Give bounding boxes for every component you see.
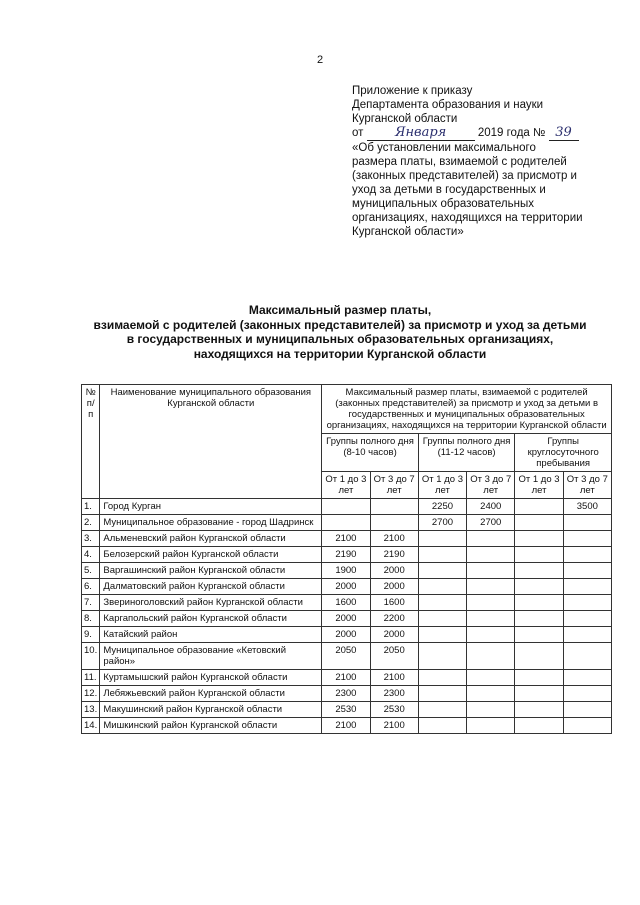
fee-value: 2000 <box>370 627 418 643</box>
fee-value <box>515 686 563 702</box>
row-number: 1. <box>82 499 100 515</box>
subject-line: Курганской области» <box>352 226 464 238</box>
header-age: От 3 до 7 лет <box>467 472 515 499</box>
fee-value <box>515 531 563 547</box>
fee-value: 2700 <box>418 515 466 531</box>
row-number: 8. <box>82 611 100 627</box>
municipality-name: Муниципальное образование «Кетовский район» <box>100 643 322 670</box>
subject-line: уход за детьми в государственных и <box>352 184 546 196</box>
header-age: От 1 до 3 лет <box>515 472 563 499</box>
municipality-name: Мишкинский район Курганской области <box>100 718 322 734</box>
fee-value: 2250 <box>418 499 466 515</box>
fee-value: 2100 <box>370 531 418 547</box>
fee-value <box>467 547 515 563</box>
fee-value <box>467 611 515 627</box>
fee-value <box>467 718 515 734</box>
fee-value: 1900 <box>322 563 370 579</box>
fee-value <box>563 627 611 643</box>
row-number: 3. <box>82 531 100 547</box>
municipality-name: Белозерский район Курганской области <box>100 547 322 563</box>
row-number: 10. <box>82 643 100 670</box>
fee-value <box>563 686 611 702</box>
handwritten-order-number: 39 <box>549 126 579 141</box>
municipality-name: Далматовский район Курганской области <box>100 579 322 595</box>
fee-value <box>322 499 370 515</box>
municipality-name: Каргапольский район Курганской области <box>100 611 322 627</box>
fee-value <box>515 499 563 515</box>
municipality-name: Звериноголовский район Курганской области <box>100 595 322 611</box>
municipality-name: Город Курган <box>100 499 322 515</box>
fee-value <box>467 702 515 718</box>
fee-value <box>418 595 466 611</box>
table-row <box>82 627 612 643</box>
municipality-name: Альменевский район Курганской области <box>100 531 322 547</box>
fee-value: 1600 <box>370 595 418 611</box>
fee-value: 2000 <box>370 579 418 595</box>
fee-value: 1600 <box>322 595 370 611</box>
fee-value <box>515 579 563 595</box>
table-row <box>82 515 612 531</box>
fee-value <box>563 643 611 670</box>
title-line: Максимальный размер платы, <box>248 303 432 317</box>
appendix-subject <box>352 141 624 239</box>
municipality-name: Макушинский район Курганской области <box>100 702 322 718</box>
fee-value <box>515 670 563 686</box>
fee-value <box>563 718 611 734</box>
table-row <box>82 718 612 734</box>
header-age: От 1 до 3 лет <box>322 472 370 499</box>
fee-value <box>563 595 611 611</box>
fee-value <box>467 686 515 702</box>
fee-value <box>418 547 466 563</box>
table-row <box>82 686 612 702</box>
handwritten-date: Января <box>367 126 475 141</box>
fee-value: 2400 <box>467 499 515 515</box>
fee-value <box>418 702 466 718</box>
subject-line: муниципальных образовательных <box>352 198 534 210</box>
fee-value <box>515 611 563 627</box>
fee-value: 3500 <box>563 499 611 515</box>
fee-value: 2700 <box>467 515 515 531</box>
fee-value <box>515 643 563 670</box>
fee-value: 2190 <box>370 547 418 563</box>
header-municipality: Наименование муниципального образования Курганской области <box>100 385 322 499</box>
subject-line: организациях, находящихся на территории <box>352 212 583 224</box>
title-line: взимаемой с родителей (законных представителей) за присмотр и уход за детьми <box>93 317 587 332</box>
row-number: 14. <box>82 718 100 734</box>
row-number: 12. <box>82 686 100 702</box>
title-line: в государственных и муниципальных образовательных организациях, <box>126 332 554 346</box>
row-number: 9. <box>82 627 100 643</box>
fee-value <box>467 563 515 579</box>
municipality-name: Муниципальное образование - город Шадринск <box>100 515 322 531</box>
table-row <box>82 643 612 670</box>
header-max-fee: Максимальный размер платы, взимаемой с родителей (законных представителей) за присмотр и уход за детьми в государственных и муниципальных образовательных организациях, находящихся на территории Курганской области <box>322 385 612 434</box>
fee-value <box>515 547 563 563</box>
fee-value: 2300 <box>370 686 418 702</box>
fee-value <box>418 563 466 579</box>
fee-value <box>418 531 466 547</box>
fee-value <box>418 670 466 686</box>
fee-value <box>418 686 466 702</box>
fee-table <box>81 384 612 734</box>
date-prefix: от <box>352 127 364 139</box>
fee-value: 2000 <box>370 563 418 579</box>
header-group-full-day-11-12: Группы полного дня (11-12 часов) <box>418 434 515 472</box>
title-line: находящихся на территории Курганской области <box>193 346 487 361</box>
fee-value <box>467 670 515 686</box>
subject-line: (законных представителей) за присмотр и <box>352 170 577 182</box>
fee-value: 2100 <box>322 718 370 734</box>
fee-value <box>563 579 611 595</box>
row-number: 5. <box>82 563 100 579</box>
municipality-name: Варгашинский район Курганской области <box>100 563 322 579</box>
fee-value: 2530 <box>322 702 370 718</box>
header-group-24h: Группы круглосуточного пребывания <box>515 434 612 472</box>
fee-value <box>563 702 611 718</box>
table-row <box>82 579 612 595</box>
table-row <box>82 531 612 547</box>
table-body <box>82 499 612 734</box>
fee-value <box>515 627 563 643</box>
fee-value: 2100 <box>370 670 418 686</box>
table-row <box>82 595 612 611</box>
header-group-full-day-8-10: Группы полного дня (8-10 часов) <box>322 434 419 472</box>
municipality-name: Катайский район <box>100 627 322 643</box>
fee-value <box>563 611 611 627</box>
header-age: От 3 до 7 лет <box>370 472 418 499</box>
municipality-name: Куртамышский район Курганской области <box>100 670 322 686</box>
subject-line: «Об установлении максимального <box>352 142 536 154</box>
row-number: 6. <box>82 579 100 595</box>
fee-value: 2530 <box>370 702 418 718</box>
header-number: № п/п <box>82 385 100 499</box>
row-number: 13. <box>82 702 100 718</box>
row-number: 4. <box>82 547 100 563</box>
fee-value: 2100 <box>322 531 370 547</box>
fee-value: 2200 <box>370 611 418 627</box>
fee-value: 2190 <box>322 547 370 563</box>
row-number: 11. <box>82 670 100 686</box>
page-number: 2 <box>316 54 324 66</box>
fee-value <box>418 627 466 643</box>
fee-value <box>515 718 563 734</box>
appendix-line: Приложение к приказу <box>352 85 473 97</box>
header-age: От 1 до 3 лет <box>418 472 466 499</box>
header-age: От 3 до 7 лет <box>563 472 611 499</box>
fee-value: 2300 <box>322 686 370 702</box>
fee-value: 2000 <box>322 627 370 643</box>
row-number: 7. <box>82 595 100 611</box>
fee-value: 2100 <box>370 718 418 734</box>
fee-value <box>515 515 563 531</box>
fee-value <box>467 531 515 547</box>
municipality-name: Лебяжьевский район Курганской области <box>100 686 322 702</box>
fee-value <box>418 718 466 734</box>
fee-value <box>418 643 466 670</box>
table-row <box>82 611 612 627</box>
table-row <box>82 499 612 515</box>
appendix-block <box>352 84 624 239</box>
fee-value: 2050 <box>322 643 370 670</box>
fee-value <box>370 499 418 515</box>
document-title <box>60 303 620 361</box>
fee-value <box>563 670 611 686</box>
fee-value <box>515 563 563 579</box>
date-suffix: 2019 года № <box>477 127 546 139</box>
fee-value: 2050 <box>370 643 418 670</box>
fee-value: 2000 <box>322 579 370 595</box>
fee-value <box>563 531 611 547</box>
fee-value <box>515 702 563 718</box>
fee-value <box>467 579 515 595</box>
fee-value <box>467 643 515 670</box>
fee-value <box>515 595 563 611</box>
row-number: 2. <box>82 515 100 531</box>
fee-value: 2000 <box>322 611 370 627</box>
fee-value <box>322 515 370 531</box>
table-row <box>82 702 612 718</box>
table-row <box>82 670 612 686</box>
fee-value <box>467 627 515 643</box>
fee-value <box>418 611 466 627</box>
fee-value <box>370 515 418 531</box>
fee-value <box>563 515 611 531</box>
subject-line: размера платы, взимаемой с родителей <box>352 156 567 168</box>
appendix-line: Департамента образования и науки <box>352 99 544 111</box>
fee-value <box>467 595 515 611</box>
fee-value <box>418 579 466 595</box>
appendix-line: Курганской области <box>352 113 458 125</box>
table-row <box>82 547 612 563</box>
order-date-line <box>352 126 624 141</box>
table-row <box>82 563 612 579</box>
fee-value: 2100 <box>322 670 370 686</box>
fee-value <box>563 547 611 563</box>
fee-value <box>563 563 611 579</box>
